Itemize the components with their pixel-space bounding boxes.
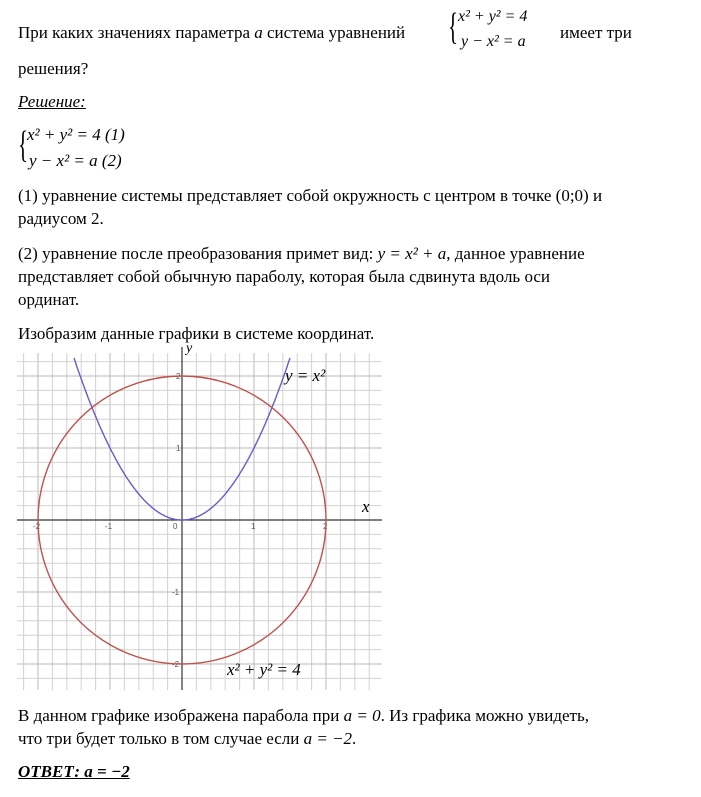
answer-label: ОТВЕТ: xyxy=(18,762,81,781)
conclusion-line1 xyxy=(18,706,589,726)
x-tick-label: 2 xyxy=(323,522,328,531)
system-eq1: x² + y² = 4 (1) xyxy=(27,125,125,144)
para1-line2: радиусом 2. xyxy=(18,209,104,228)
parabola-label: y = x² xyxy=(285,366,326,385)
problem-mid: система уравнений xyxy=(267,23,406,42)
para2-line2: представляет собой обычную параболу, которая была сдвинута вдоль оси xyxy=(18,267,551,286)
conclusion-pre: В данном графике изображена парабола при xyxy=(18,706,340,725)
problem-param: a xyxy=(254,23,263,42)
axes xyxy=(17,347,382,690)
x-tick-label: -2 xyxy=(33,522,41,531)
x-tick-label: -1 xyxy=(105,522,113,531)
conclusion-line2 xyxy=(18,729,356,749)
conclusion-post: . Из графика можно увидеть, xyxy=(380,706,589,725)
answer xyxy=(18,762,130,782)
conclusion-aval: a = −2 xyxy=(303,729,353,748)
answer-value: a = −2 xyxy=(84,762,130,781)
problem-tail: имеет три xyxy=(560,23,632,42)
para1-line1: (1) уравнение системы представляет собой окружность с центром в точке (0;0) и xyxy=(18,186,603,205)
para2-line1 xyxy=(18,244,585,264)
problem-system: { x² + y² = 4 y − x² = a xyxy=(448,6,528,50)
para2-line3: ординат. xyxy=(18,290,80,309)
solution-label: Решение: xyxy=(18,92,86,111)
para2-post: , данное уравнение xyxy=(446,244,585,263)
y-tick-label: -2 xyxy=(172,660,180,669)
conclusion2-post: . xyxy=(352,729,357,748)
problem-eq2: y − x² = a xyxy=(461,33,526,50)
y-tick-label: 2 xyxy=(176,372,181,381)
coordinate-graph xyxy=(17,343,382,690)
x-tick-label: 0 xyxy=(173,522,178,531)
y-axis-label: y xyxy=(186,343,193,356)
problem-eq1: x² + y² = 4 xyxy=(458,8,528,25)
solution-system: { x² + y² = 4 (1) y − x² = a (2) xyxy=(18,124,125,170)
problem-line2: решения? xyxy=(18,59,89,78)
para2-pre: (2) уравнение после преобразования примет вид: xyxy=(18,244,374,263)
para3: Изобразим данные графики в системе координат. xyxy=(18,324,375,343)
para2-formula: y = x² + a xyxy=(377,244,447,263)
conclusion-a0: a = 0 xyxy=(343,706,381,725)
problem-lead: При каких значениях параметра xyxy=(18,23,250,42)
y-tick-label: -1 xyxy=(172,588,180,597)
system-eq2: y − x² = a (2) xyxy=(29,151,122,170)
y-tick-label: 1 xyxy=(176,444,181,453)
x-axis-label: x xyxy=(362,497,370,516)
circle-label: x² + y² = 4 xyxy=(227,660,301,679)
problem-line1 xyxy=(18,23,405,43)
conclusion2-pre: что три будет только в том случае если xyxy=(18,729,300,748)
x-tick-label: 1 xyxy=(251,522,256,531)
